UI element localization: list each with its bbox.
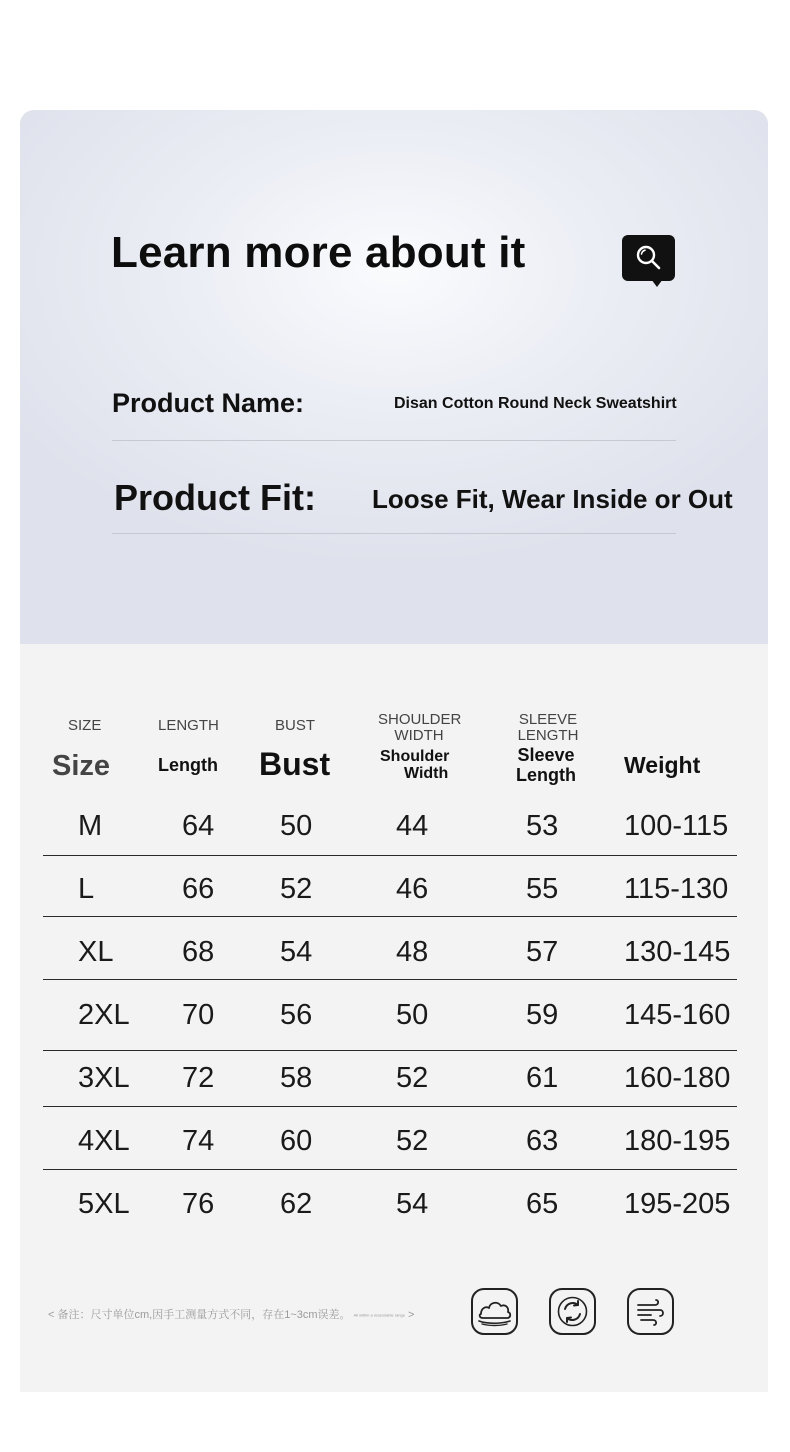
cell-weight: 195-205 — [624, 1188, 731, 1220]
page-title: Learn more about it — [111, 228, 526, 277]
cell-bust: 50 — [280, 810, 313, 842]
header-shoulder-small — [378, 712, 460, 744]
cell-bust: 60 — [280, 1125, 313, 1157]
cell-size: XL — [78, 936, 114, 968]
cell-sleeve: 53 — [526, 810, 559, 842]
cell-weight: 115-130 — [624, 873, 729, 905]
header-shoulder-small-line1: SHOULDER — [378, 711, 462, 728]
hero-section — [20, 110, 768, 644]
header-shoulder-line2: Width — [404, 765, 449, 782]
row-divider — [43, 1106, 737, 1107]
header-size: Size — [52, 750, 111, 782]
cell-sleeve: 55 — [526, 873, 559, 905]
product-name-value: Disan Cotton Round Neck Sweatshirt — [394, 395, 677, 412]
cell-bust: 56 — [280, 999, 313, 1031]
header-weight: Weight — [624, 752, 701, 778]
header-bust-small: BUST — [275, 717, 316, 734]
row-divider — [43, 916, 737, 917]
header-sleeve-small-line2: LENGTH — [517, 727, 579, 744]
cell-shoulder: 50 — [396, 999, 429, 1031]
header-length: Length — [158, 755, 218, 775]
cell-length: 74 — [182, 1125, 215, 1157]
cell-size: 5XL — [78, 1188, 130, 1220]
cell-shoulder: 52 — [396, 1062, 429, 1094]
cell-length: 72 — [182, 1062, 215, 1094]
cell-shoulder: 48 — [396, 936, 429, 968]
cell-sleeve: 57 — [526, 936, 559, 968]
search-badge — [622, 235, 675, 281]
wind-breathable-icon — [629, 1290, 672, 1333]
row-divider — [43, 1169, 737, 1170]
feature-badge-breathable — [627, 1288, 674, 1335]
cell-shoulder: 44 — [396, 810, 429, 842]
product-name-label: Product Name: — [112, 388, 305, 418]
cell-length: 66 — [182, 873, 215, 905]
cell-size: M — [78, 810, 103, 842]
header-shoulder — [380, 748, 449, 782]
cell-shoulder: 52 — [396, 1125, 429, 1157]
cell-weight: 130-145 — [624, 936, 731, 968]
recycle-icon — [551, 1290, 594, 1333]
cell-size: 4XL — [78, 1125, 130, 1157]
cell-size: L — [78, 873, 95, 905]
header-bust: Bust — [259, 746, 331, 782]
row-divider — [43, 855, 737, 856]
cell-sleeve: 63 — [526, 1125, 559, 1157]
cell-weight: 180-195 — [624, 1125, 731, 1157]
feature-badge-recycle — [549, 1288, 596, 1335]
cloud-soft-icon — [473, 1290, 516, 1333]
cell-bust: 62 — [280, 1188, 313, 1220]
cell-weight: 145-160 — [624, 999, 731, 1031]
cell-shoulder: 46 — [396, 873, 429, 905]
cell-length: 68 — [182, 936, 215, 968]
header-length-small: LENGTH — [158, 717, 219, 734]
cell-sleeve: 65 — [526, 1188, 559, 1220]
cell-sleeve: 61 — [526, 1062, 559, 1094]
search-icon — [635, 244, 663, 272]
cell-length: 64 — [182, 810, 215, 842]
divider — [112, 440, 676, 441]
header-sleeve-line2: Length — [516, 765, 576, 785]
header-shoulder-small-line2: WIDTH — [394, 727, 444, 744]
cell-size: 2XL — [78, 999, 130, 1031]
product-fit-value: Loose Fit, Wear Inside or Out — [372, 484, 733, 514]
feature-badge-soft — [471, 1288, 518, 1335]
header-size-small: SIZE — [68, 717, 102, 734]
row-divider — [43, 1050, 737, 1051]
product-fit-label: Product Fit: — [114, 477, 316, 518]
note-end: > — [408, 1309, 415, 1321]
measurement-note — [48, 1306, 414, 1322]
note-text: < 备注：尺寸单位cm,因手工测量方式不同，存在1~3cm误差。 — [48, 1309, 351, 1321]
cell-weight: 160-180 — [624, 1062, 731, 1094]
cell-length: 70 — [182, 999, 215, 1031]
cell-bust: 54 — [280, 936, 313, 968]
cell-bust: 58 — [280, 1062, 313, 1094]
cell-bust: 52 — [280, 873, 313, 905]
cell-size: 3XL — [78, 1062, 130, 1094]
divider — [112, 533, 676, 534]
row-divider — [43, 979, 737, 980]
cell-sleeve: 59 — [526, 999, 559, 1031]
cell-length: 76 — [182, 1188, 215, 1220]
header-sleeve-small — [517, 712, 579, 744]
cell-shoulder: 54 — [396, 1188, 429, 1220]
header-sleeve-line1: Sleeve — [517, 745, 575, 765]
note-small-text: All within a reasonable range — [353, 1312, 405, 1318]
cell-weight: 100-115 — [624, 810, 729, 842]
header-shoulder-line1: Shoulder — [380, 748, 450, 765]
header-sleeve — [516, 745, 576, 785]
header-sleeve-small-line1: SLEEVE — [518, 711, 578, 728]
